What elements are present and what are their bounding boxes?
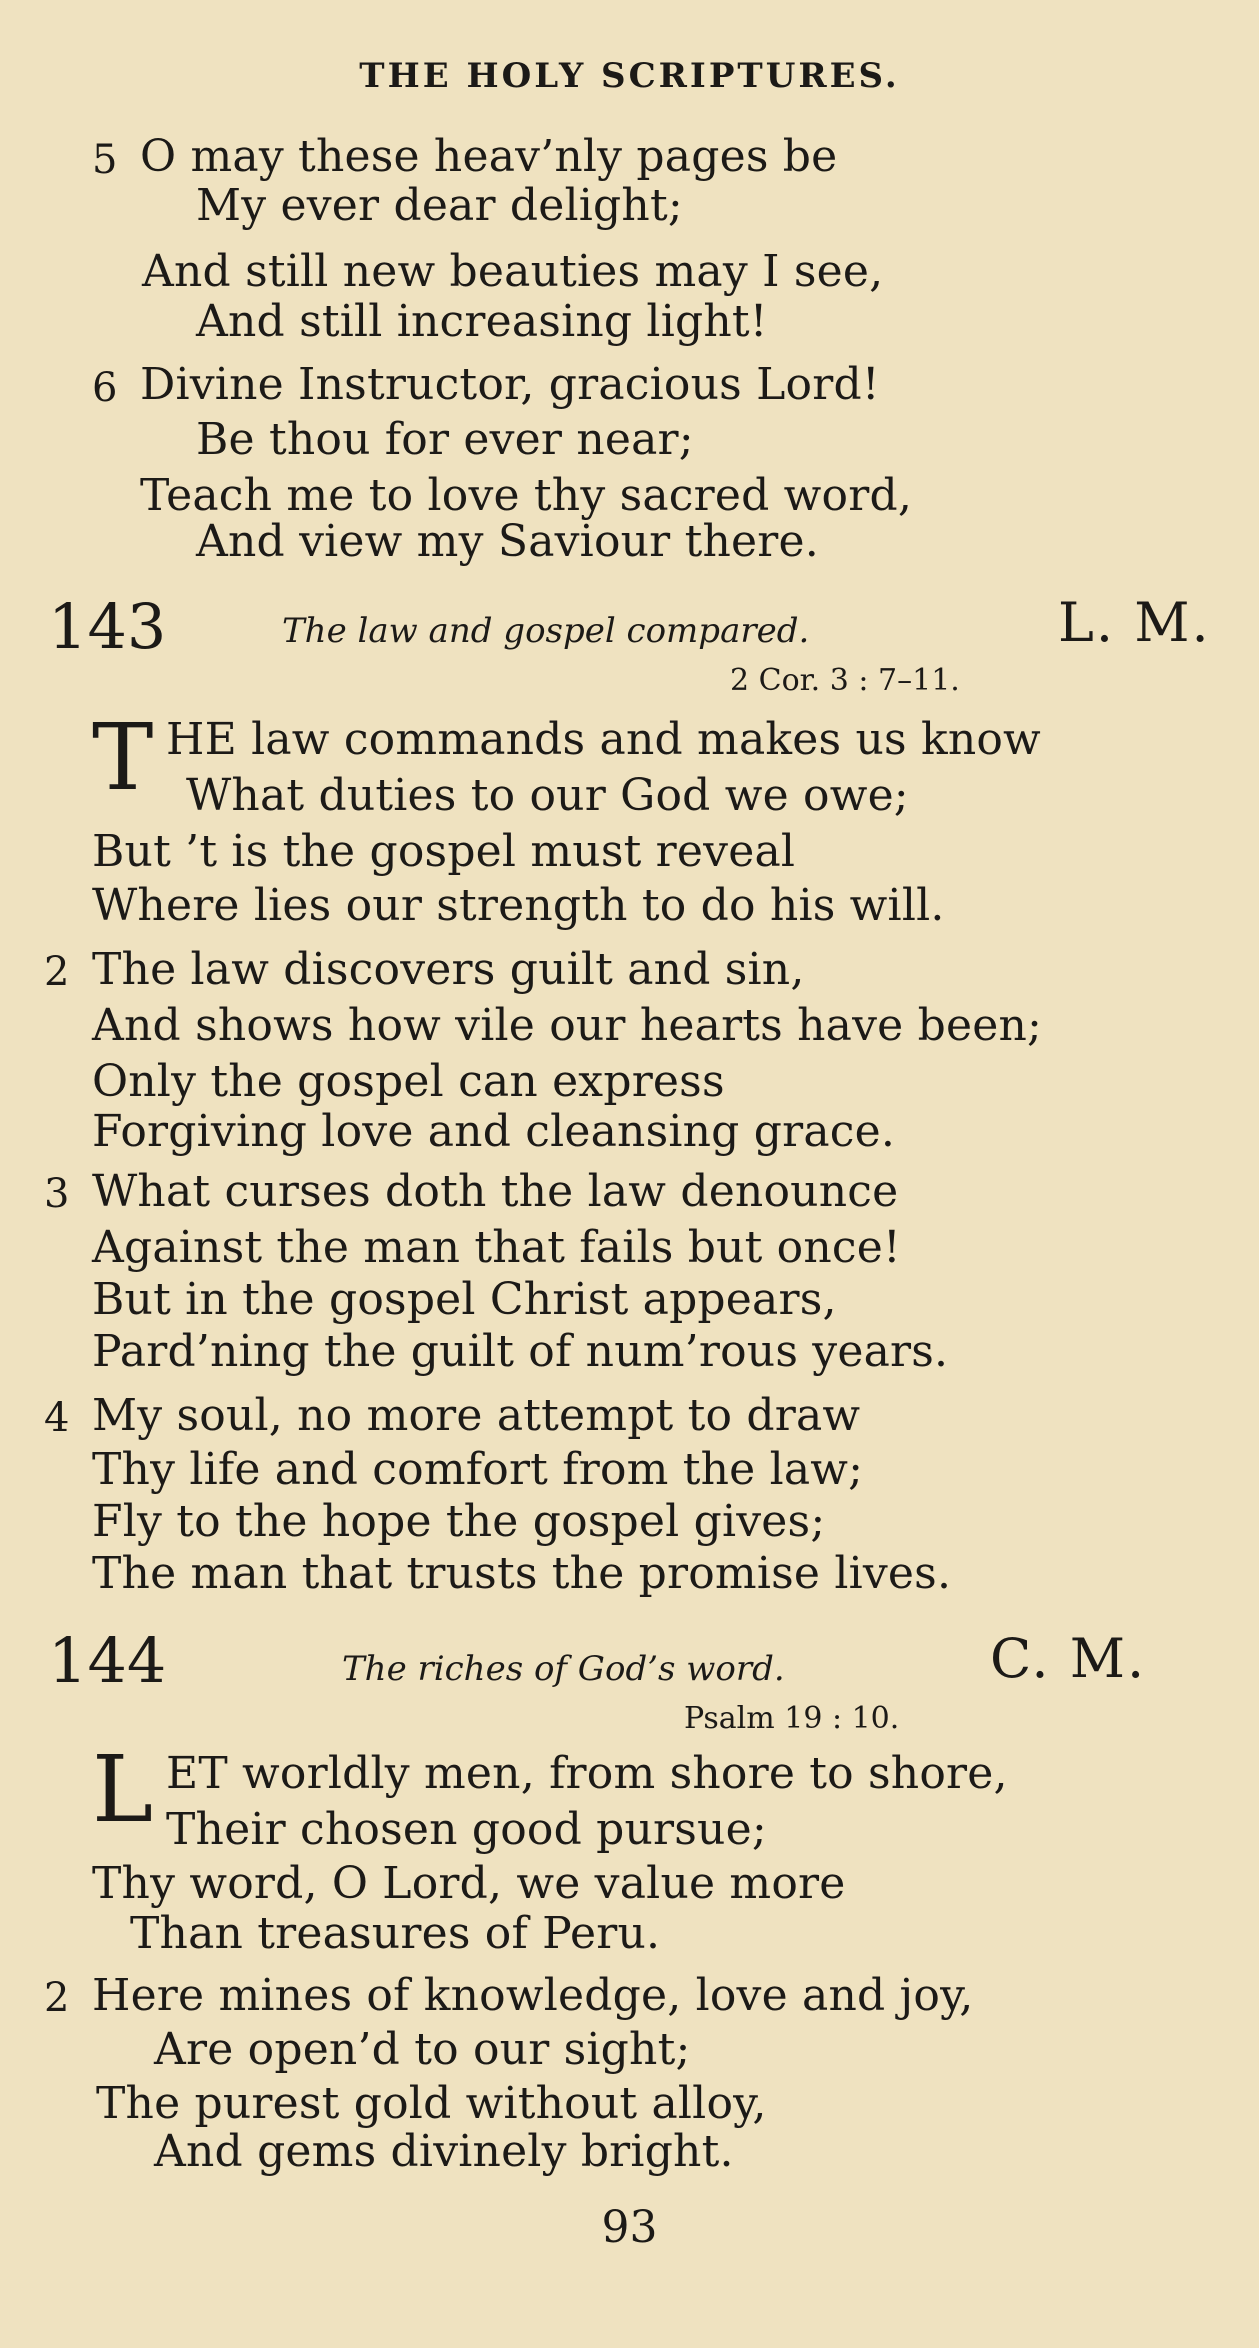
verse-line: The law discovers guilt and sin, — [92, 944, 805, 995]
verse-line: And still new beauties may I see, — [142, 246, 884, 297]
verse-line: Where lies our strength to do his will. — [92, 880, 945, 931]
verse-line: Thy life and comfort from the law; — [92, 1444, 864, 1495]
verse-line: What curses doth the law denounce — [92, 1166, 899, 1217]
verse-line: Only the gospel can express — [92, 1056, 725, 1107]
stanza-number: 5 — [92, 137, 118, 183]
verse-line: Here mines of knowledge, love and joy, — [92, 1970, 974, 2021]
verse-line: Thy word, O Lord, we value more — [92, 1858, 846, 1909]
drop-cap: T — [92, 704, 154, 811]
verse-line: Fly to the hope the gospel gives; — [92, 1496, 826, 1547]
hymn-title: The law and gospel compared. — [282, 611, 810, 651]
verse-line: Pard’ning the guilt of num’rous years. — [92, 1326, 949, 1377]
verse-line: What duties to our God we owe; — [186, 770, 909, 821]
hymn-number: 143 — [48, 590, 167, 663]
hymn-meter: L. M. — [1058, 591, 1211, 654]
page-number: 93 — [601, 2202, 658, 2253]
stanza-number: 4 — [44, 1395, 70, 1441]
verse-line: HE law commands and makes us know — [166, 714, 1041, 765]
hymn-meter: C. M. — [990, 1627, 1147, 1690]
verse-line: ET worldly men, from shore to shore, — [166, 1748, 1008, 1799]
verse-line: Than treasures of Peru. — [130, 1908, 661, 1959]
verse-line: And gems divinely bright. — [154, 2126, 734, 2177]
drop-cap: L — [92, 1736, 154, 1843]
hymn-number: 144 — [48, 1624, 167, 1697]
verse-line: And shows how vile our hearts have been; — [92, 1000, 1043, 1051]
hymn-title: The riches of God’s word. — [342, 1649, 785, 1689]
scripture-reference: Psalm 19 : 10. — [684, 1701, 900, 1736]
verse-line: But in the gospel Christ appears, — [92, 1274, 837, 1325]
verse-line: Teach me to love thy sacred word, — [140, 470, 913, 521]
verse-line: Forgiving love and cleansing grace. — [92, 1106, 896, 1157]
stanza-number: 2 — [44, 1975, 70, 2021]
verse-line: And still increasing light! — [196, 296, 768, 347]
verse-line: The man that trusts the promise lives. — [92, 1548, 952, 1599]
verse-line: Against the man that fails but once! — [92, 1222, 901, 1273]
stanza-number: 2 — [44, 949, 70, 995]
verse-line: And view my Saviour there. — [196, 516, 819, 567]
verse-line: Be thou for ever near; — [196, 414, 694, 465]
verse-line: O may these heav’nly pages be — [140, 131, 838, 182]
stanza-number: 6 — [92, 365, 118, 411]
running-head: THE HOLY SCRIPTURES. — [359, 56, 900, 96]
verse-line: The purest gold without alloy, — [96, 2078, 767, 2129]
verse-line: My ever dear delight; — [196, 180, 683, 231]
verse-line: Their chosen good pursue; — [166, 1804, 767, 1855]
stanza-number: 3 — [44, 1171, 70, 1217]
verse-line: Are open’d to our sight; — [154, 2024, 691, 2075]
verse-line: Divine Instructor, gracious Lord! — [140, 359, 880, 410]
verse-line: But ’t is the gospel must reveal — [92, 826, 796, 877]
verse-line: My soul, no more attempt to draw — [92, 1390, 861, 1441]
scripture-reference: 2 Cor. 3 : 7–11. — [730, 663, 960, 698]
